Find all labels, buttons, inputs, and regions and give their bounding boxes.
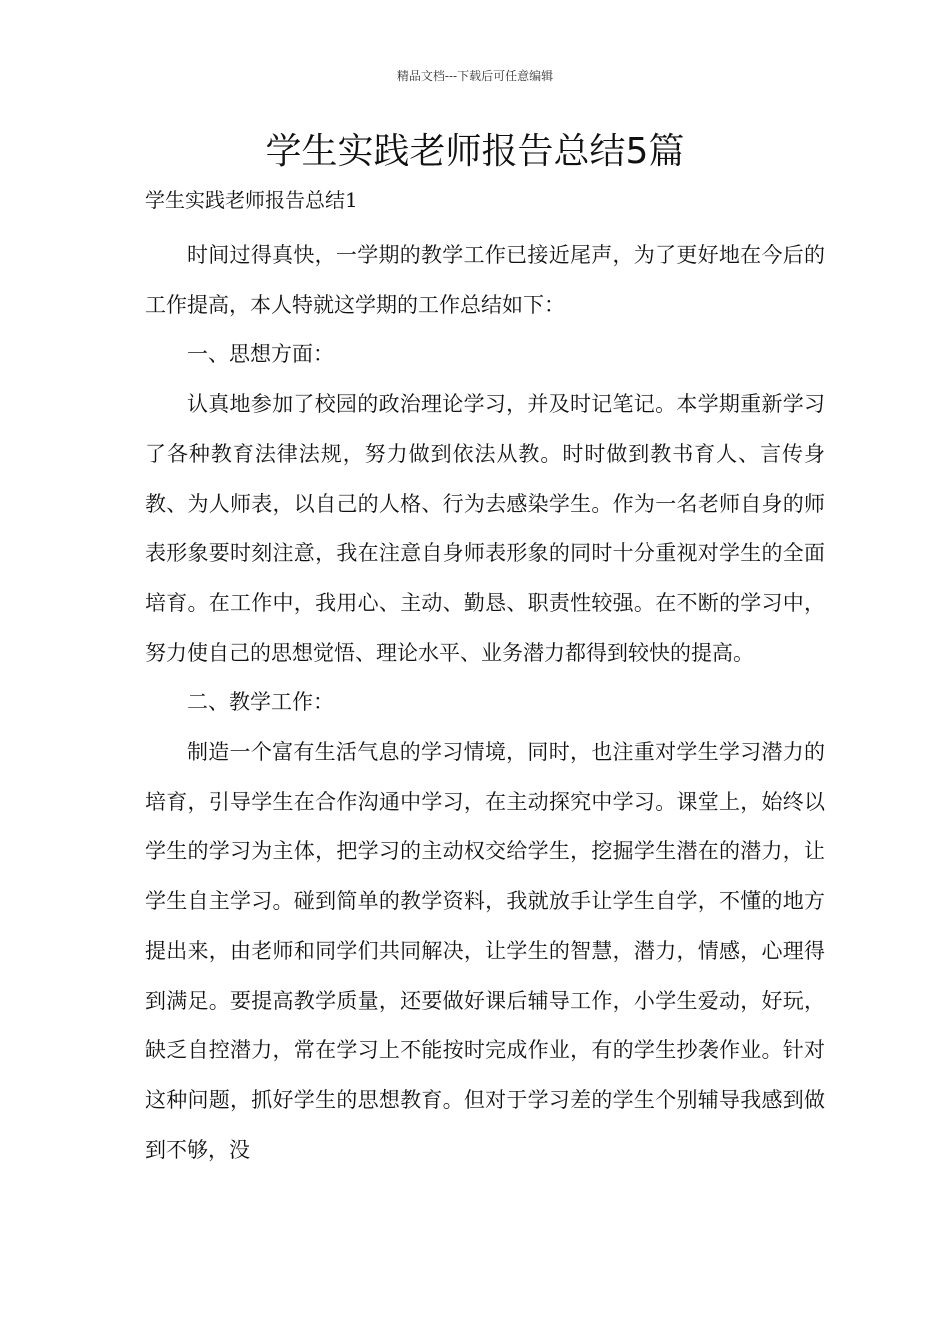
header-note: 精品文档---下载后可任意编辑	[396, 69, 554, 83]
document-subtitle: 学生实践老师报告总结1	[145, 188, 358, 212]
section-heading-thought: 一、思想方面：	[187, 342, 334, 367]
paragraph-intro: 时间过得真快，一学期的教学工作已接近尾声，为了更好地在今后的工作提高，本人特就这学期的工作总结如下：	[145, 243, 825, 317]
paragraph-teaching: 制造一个富有生活气息的学习情境，同时，也注重对学生学习潜力的培育，引导学生在合作沟通中学习，在主动探究中学习。课堂上，始终以学生的学习为主体，把学习的主动权交给学生，挖掘学生潜在的潜力，让学生自主学习。碰到简单的教学资料，我就放手让学生自学，不懂的地方提出来，由老师和同学们共同解决，让学生的智慧，潜力，情感，心理得到满足。要提高教学质量，还要做好课后辅导工作，小学生爱动，好玩，缺乏自控潜力，常在学习上不能按时完成作业，有的学生抄袭作业。针对这种问题，抓好学生的思想教育。但对于学习差的学生个别辅导我感到做到不够，没	[145, 740, 825, 1162]
section-heading-teaching: 二、教学工作：	[187, 690, 334, 715]
document-body	[145, 231, 825, 1175]
paragraph-thought: 认真地参加了校园的政治理论学习，并及时记笔记。本学期重新学习了各种教育法律法规，努力做到依法从教。时时做到教书育人、言传身教、为人师表，以自己的人格、行为去感染学生。作为一名老师自身的师表形象要时刻注意，我在注意自身师表形象的同时十分重视对学生的全面培育。在工作中，我用心、主动、勤恳、职责性较强。在不断的学习中，努力使自己的思想觉悟、理论水平、业务潜力都得到较快的提高。	[145, 392, 825, 665]
document-title: 学生实践老师报告总结5篇	[265, 131, 685, 172]
